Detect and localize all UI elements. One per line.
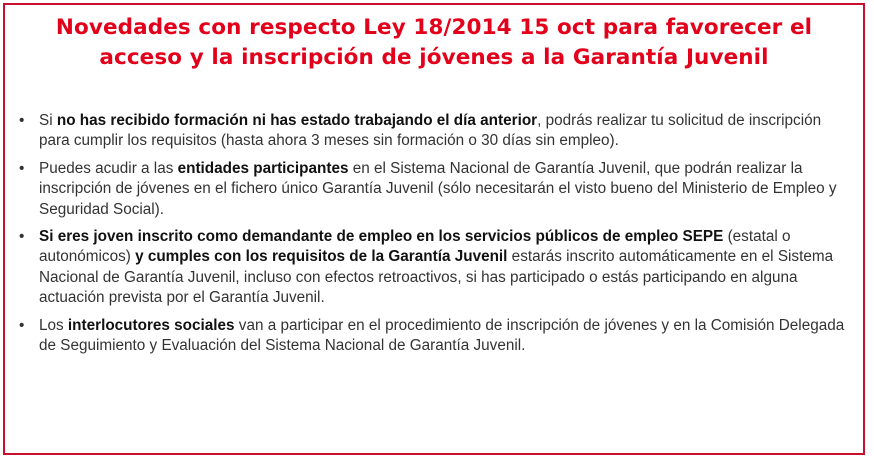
item-text: (estatal o autonómicos) — [39, 228, 791, 266]
item-bold-text: Si eres joven inscrito como demandante de empleo en los servicios públicos de empleo SEPE — [39, 228, 724, 246]
item-bold-text: interlocutores sociales — [67, 316, 235, 334]
item-bold-text: y cumples con los requisitos de la Garantía Juvenil — [135, 248, 508, 266]
slide-frame — [3, 3, 865, 455]
bullet-icon: • — [19, 316, 25, 334]
item-text: estarás inscrito automáticamente en el Sistema Nacional de Garantía Juvenil, incluso con efectos retroactivos, si has participado o estás participando en alguna actuación prevista por el Garantía Juvenil. — [39, 248, 834, 307]
item-text: en el Sistema Nacional de Garantía Juvenil, que podrán realizar la inscripción de jóvenes en el fichero único Garantía Juvenil (sólo necesitarán el visto bueno del Ministerio de Empleo y Seguridad Social). — [39, 159, 837, 218]
item-text: Los — [39, 316, 68, 334]
item-text: van a participar en el procedimiento de inscripción de jóvenes y en la Comisión Delegada de Seguimiento y Evaluación del Sistema Nacional de Garantía Juvenil. — [39, 316, 845, 355]
list-item — [15, 159, 851, 220]
bullet-icon: • — [19, 159, 25, 177]
list-item — [15, 111, 851, 152]
item-text: Si — [39, 112, 57, 129]
title-line-1: Novedades con respecto Ley 18/2014 15 oct para favorecer el — [55, 15, 813, 40]
bullet-icon: • — [19, 228, 25, 246]
title-line-2: acceso y la inscripción de jóvenes a la Garantía Juvenil — [99, 45, 769, 70]
item-bold-text: no has recibido formación ni has estado trabajando el día anterior — [56, 112, 538, 129]
bullet-icon: • — [19, 112, 25, 129]
item-bold-text: entidades participantes — [177, 159, 349, 177]
item-text: Puedes acudir a las — [39, 159, 178, 177]
bullet-list — [15, 111, 851, 363]
list-item — [15, 227, 851, 309]
slide-title — [5, 5, 863, 73]
list-item — [15, 316, 851, 357]
item-text: , podrás realizar tu solicitud de inscripción para cumplir los requisitos (hasta ahora 3 meses sin formación o 30 días sin empleo). — [39, 112, 822, 150]
